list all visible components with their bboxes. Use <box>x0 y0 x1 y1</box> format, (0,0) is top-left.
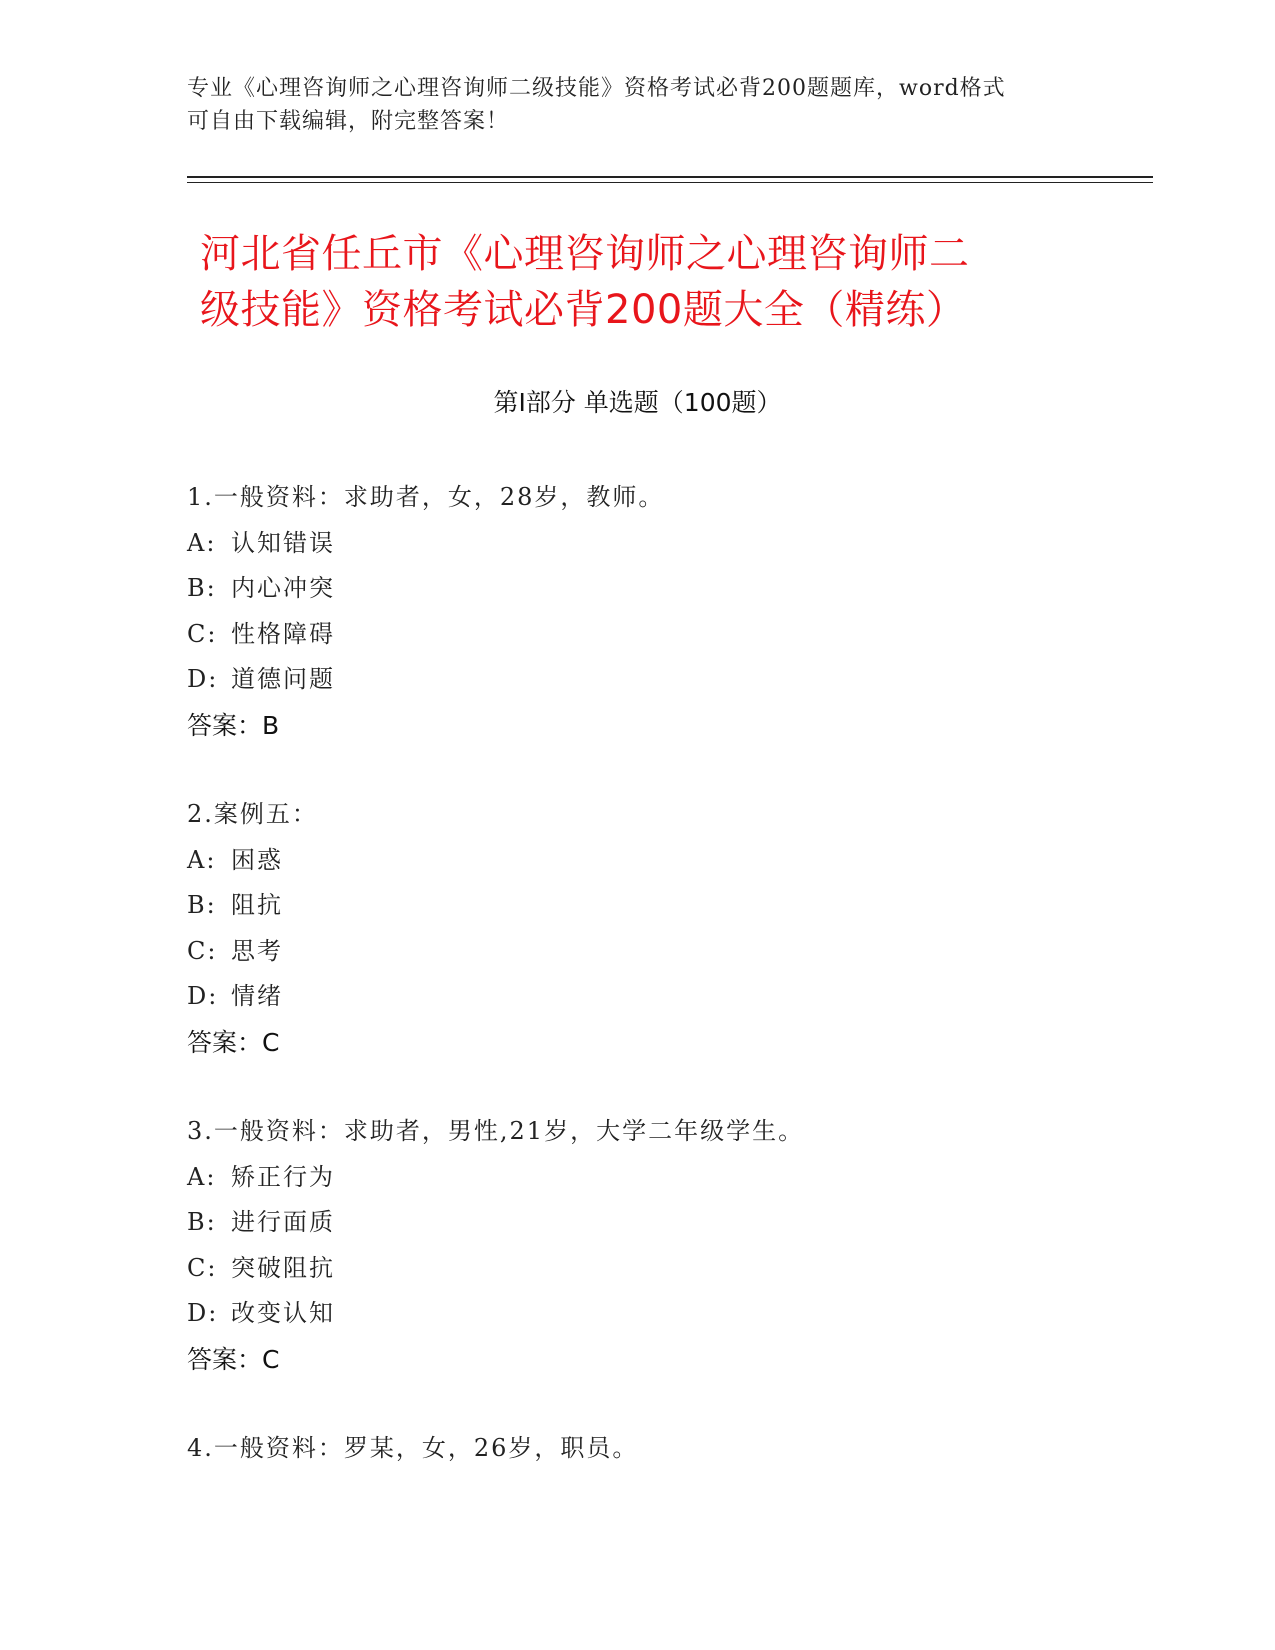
header-note-line-1: 专业《心理咨询师之心理咨询师二级技能》资格考试必背200题题库，word格式 <box>187 76 1006 101</box>
option-text: 矫正行为 <box>231 1162 335 1191</box>
option-key: D: <box>187 1299 219 1327</box>
option-key: C: <box>187 619 218 648</box>
option-text: 情绪 <box>231 982 283 1010</box>
header-rule-thick <box>187 176 1153 178</box>
header-note <box>187 72 1067 138</box>
option-key: B: <box>187 891 217 919</box>
option-text: 进行面质 <box>231 1208 335 1236</box>
option-key: B: <box>187 1208 217 1236</box>
option-key: D: <box>187 982 219 1010</box>
document-title <box>200 226 1100 338</box>
option-b <box>187 566 1187 612</box>
option-key: D: <box>187 665 219 693</box>
document-title-line-1: 河北省任丘市《心理咨询师之心理咨询师二 <box>200 231 970 277</box>
section-heading: 第Ⅰ部分 单选题（100题） <box>493 388 782 417</box>
question-stem: 2.案例五： <box>187 800 318 828</box>
answer-line: 答案：C <box>187 1027 280 1057</box>
option-d <box>187 1291 1187 1337</box>
option-key: A: <box>187 1162 217 1191</box>
option-c <box>187 1246 1187 1292</box>
option-c <box>187 929 1187 975</box>
option-text: 道德问题 <box>231 665 335 693</box>
option-key: C: <box>187 936 218 965</box>
option-d <box>187 974 1187 1020</box>
option-a <box>187 521 1187 567</box>
option-text: 内心冲突 <box>231 574 335 602</box>
header-note-line-2: 可自由下载编辑，附完整答案！ <box>187 109 510 134</box>
answer-line: 答案：C <box>187 1344 280 1374</box>
option-key: C: <box>187 1253 218 1282</box>
option-key: A: <box>187 528 217 557</box>
option-text: 突破阻抗 <box>231 1253 335 1282</box>
header-rule-thin <box>187 182 1153 183</box>
answer-line: 答案：B <box>187 710 280 740</box>
option-key: A: <box>187 845 217 874</box>
option-a <box>187 1155 1187 1201</box>
option-c <box>187 612 1187 658</box>
question-1 <box>187 475 1187 748</box>
question-3 <box>187 1109 1187 1382</box>
option-a <box>187 838 1187 884</box>
option-d <box>187 657 1187 703</box>
option-text: 认知错误 <box>231 528 335 557</box>
option-key: B: <box>187 574 217 602</box>
option-text: 困惑 <box>231 845 283 874</box>
question-list <box>187 475 1187 1516</box>
question-stem: 1.一般资料：求助者，女，28岁，教师。 <box>187 483 665 511</box>
question-2 <box>187 792 1187 1065</box>
option-b <box>187 883 1187 929</box>
option-text: 阻抗 <box>231 891 283 919</box>
question-stem: 4.一般资料：罗某，女，26岁，职员。 <box>187 1434 639 1462</box>
question-stem: 3.一般资料：求助者，男性,21岁，大学二年级学生。 <box>187 1117 805 1145</box>
option-text: 思考 <box>231 936 283 965</box>
option-text: 性格障碍 <box>231 619 335 648</box>
option-b <box>187 1200 1187 1246</box>
document-title-line-2: 级技能》资格考试必背200题大全（精练） <box>200 287 967 333</box>
option-text: 改变认知 <box>231 1299 335 1327</box>
question-4 <box>187 1426 1187 1472</box>
